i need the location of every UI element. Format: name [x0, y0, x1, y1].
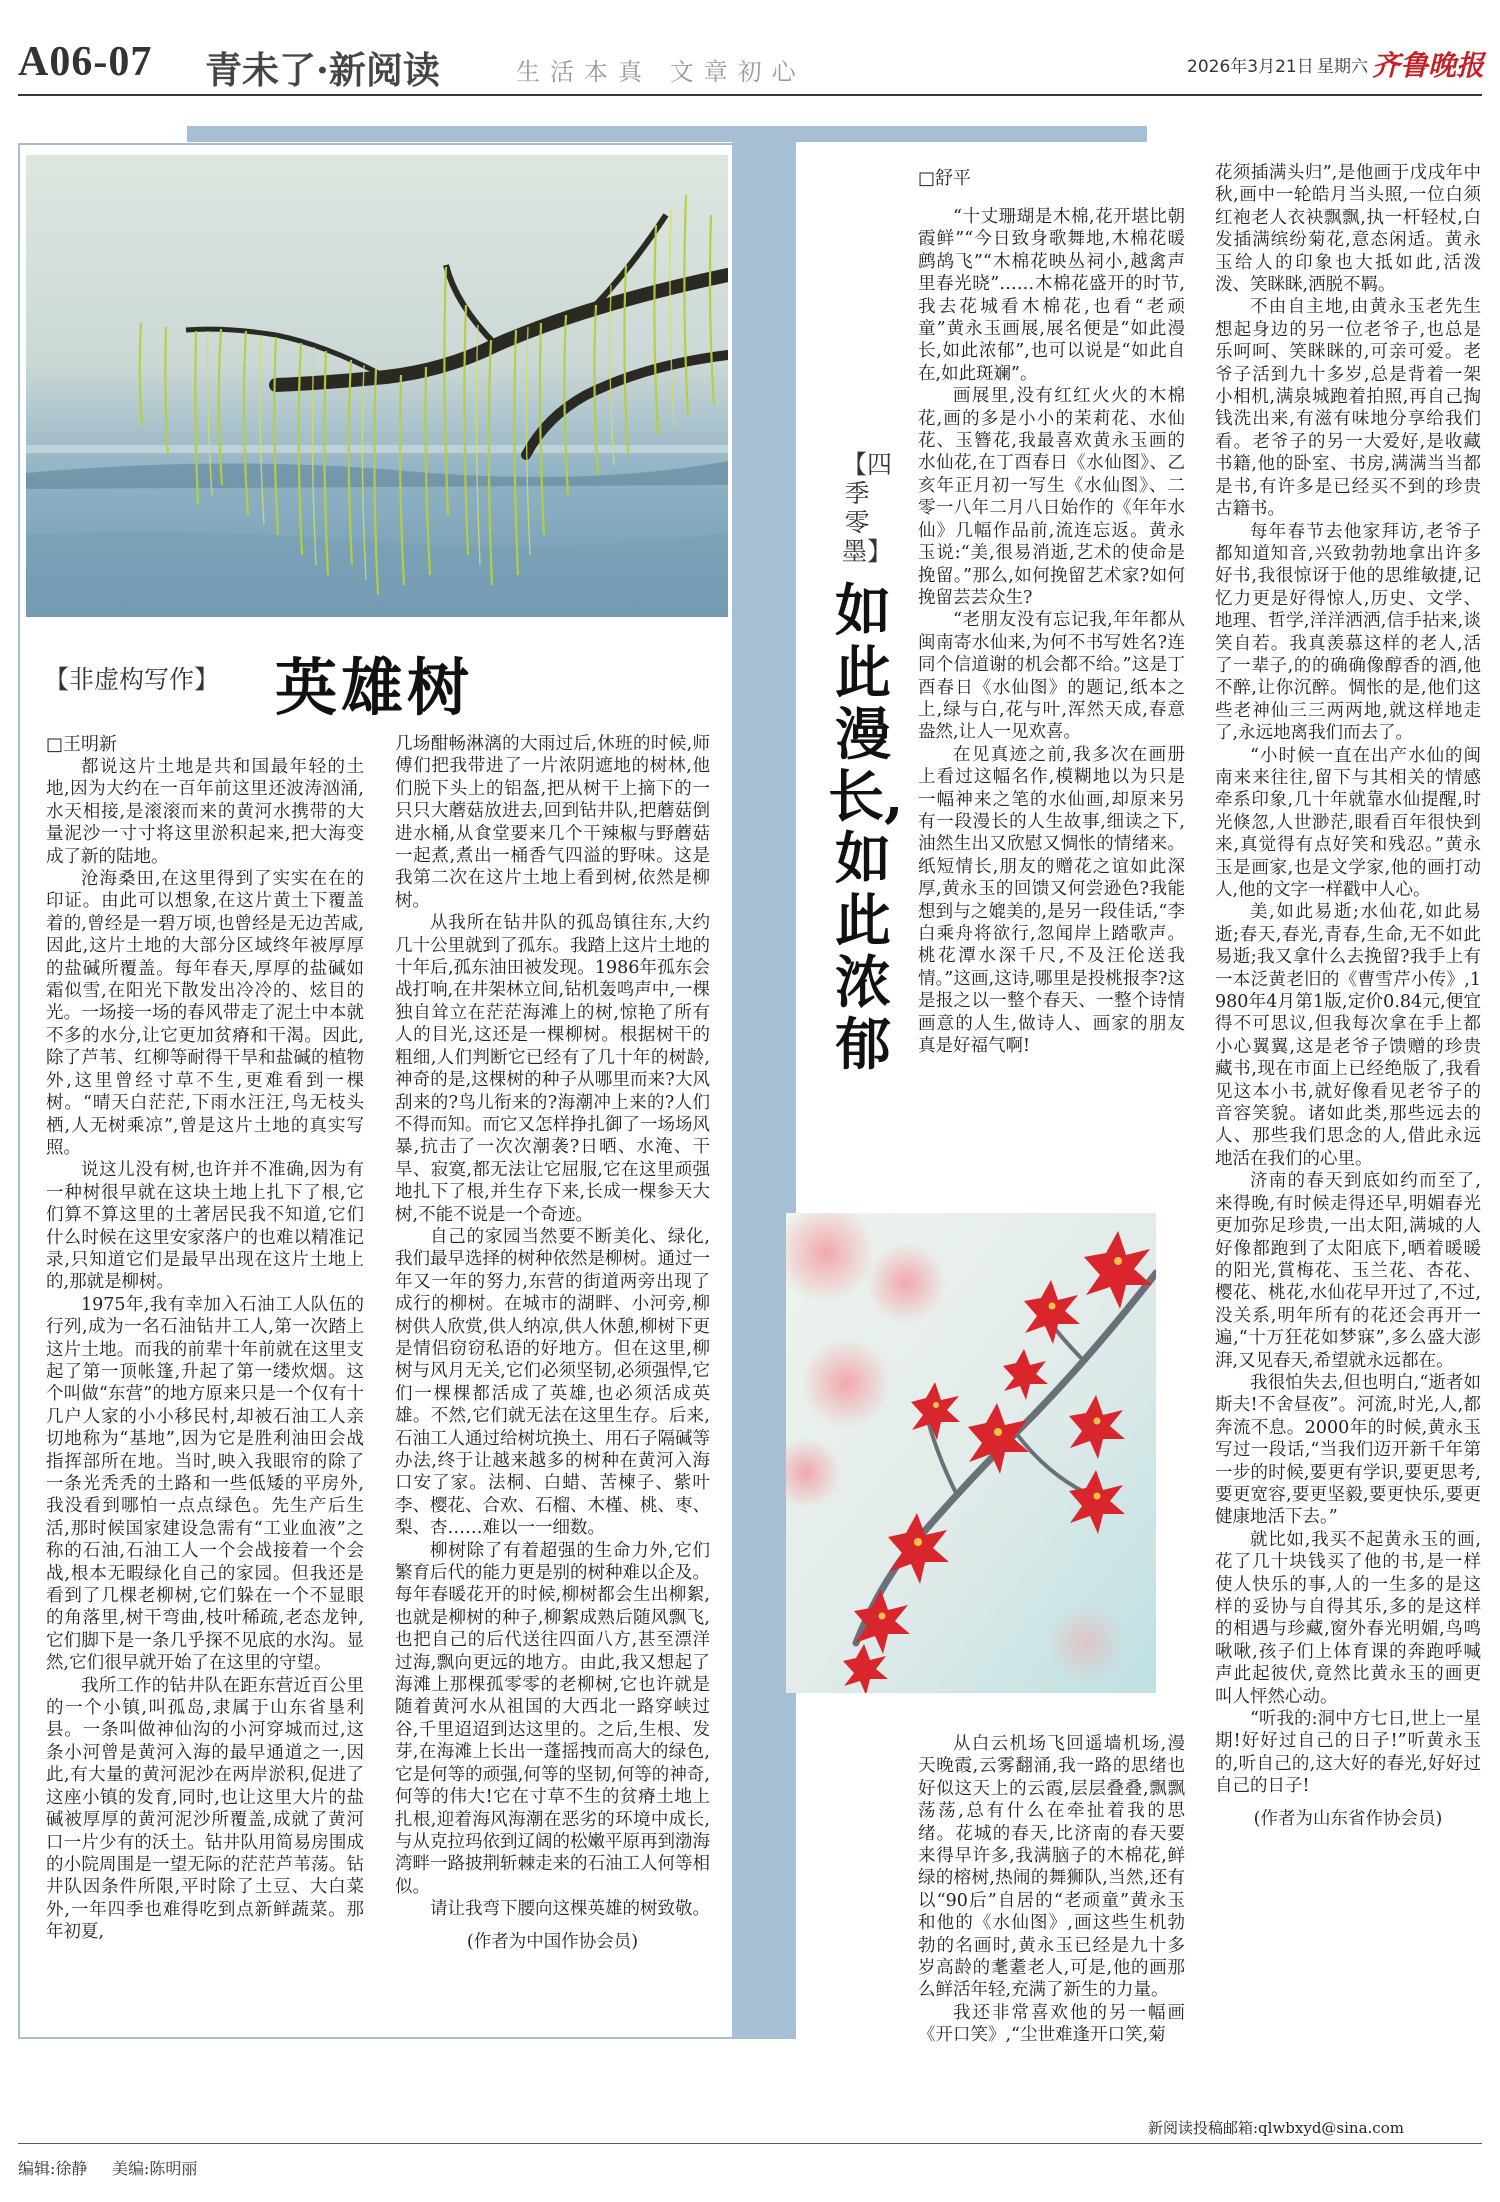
kapok-flower-photo: [786, 1213, 1156, 1693]
right-column-tag: 【四季零墨】: [842, 450, 893, 566]
paragraph: 花须插满头归”,是他画于戊戌年中秋,画中一轮皓月当头照,一位白须红袍老人衣袂飘飘,执一杆轻杖,白发插满缤纷菊花,意态闲适。黄永玉给人的印象也大抵如此,活泼泼、笑眯眯,洒脱不羁。: [1215, 163, 1481, 296]
paragraph: 美,如此易逝;水仙花,如此易逝;春天,春光,青春,生命,无不如此易逝;我又拿什么去挽留?我手上有一本泛黄老旧的《曹雪芹小传》,1980年4月第1版,定价0.84元,便宜得不可思议,但我每次拿在手上都小心翼翼,这是老爷子馈赠的珍贵藏书,现在市面上已经绝版了,我看见这本小书,就好像看见老爷子的音容笑貌。诸如此类,那些远去的人、那些我们思念的人,借此永远地活在我们的心里。: [1215, 902, 1481, 1169]
paragraph: 几场酣畅淋漓的大雨过后,休班的时候,师傅们把我带进了一片浓阴遮地的树林,他们脱下头上的铝盔,把从树干上摘下的一只只大蘑菇放进去,回到钻井队,把蘑菇倒进水桶,从食堂要来几个干辣椒与野蘑菇一起煮,煮出一桶香气四溢的野味。这是我第二次在这片土地上看到树,依然是柳树。: [395, 734, 710, 911]
left-article-column-1: [46, 756, 364, 2086]
right-article-column-3: [918, 1733, 1185, 2079]
left-article-title: 英雄树: [275, 651, 474, 724]
paragraph: “听我的:洞中方七日,世上一星期!好好过自己的日子!”听黄永玉的,听自己的,这大好的春光,好好过自己的日子!: [1215, 1709, 1481, 1797]
author-note: (作者为山东省作协会员): [1253, 1808, 1443, 1829]
editor-credit: 编辑:徐静: [18, 2159, 88, 2178]
paragraph: 画展里,没有红红火火的木棉花,画的多是小小的茉莉花、水仙花、玉簪花,我最喜欢黄永玉画的水仙花,在丁酉春日《水仙图》、乙亥年正月初一写生《水仙图》、二零一八年二月八日始作的《年年水仙》几幅作品前,流连忘返。黄永玉说:“美,很易消逝,艺术的使命是挽留。”那么,如何挽留艺术家?如何挽留芸芸众生?: [918, 386, 1185, 608]
designer-credit: 美编:陈明丽: [112, 2159, 198, 2178]
paragraph: 我还非常喜欢他的另一幅画《开口笑》,“尘世难逢开口笑,菊: [918, 2002, 1185, 2046]
paragraph: 从白云机场飞回遥墙机场,漫天晚霞,云雾翻涌,我一路的思绪也好似这天上的云霞,层层叠叠,飘飘荡荡,总有什么在牵扯着我的思绪。花城的春天,比济南的春天要来得早许多,我满脑子的木棉花,鲜绿的榕树,热闹的舞狮队,当然,还有以“90后”自居的“老顽童”黄永玉和他的《水仙图》,画这些生机勃勃的名画时,黄永玉已经是九十多岁高龄的耄耋老人,可是,他的画那么鲜活年轻,充满了新生的力量。: [918, 1734, 1185, 2001]
paragraph: 沧海桑田,在这里得到了实实在在的印证。由此可以想象,在这片黄土下覆盖着的,曾经是一碧万顷,也曾经是无边苦咸,因此,这片土地的大部分区域终年被厚厚的盐碱所覆盖。每年春天,厚厚的盐碱如霜似雪,在阳光下散发出冷冷的、炫目的光。一场接一场的春风带走了泥土中本就不多的水分,让它更加贫瘠和干渴。因此,除了芦苇、红柳等耐得干旱和盐碱的植物外,这里曾经寸草不生,更难看到一棵树。“晴天白茫茫,下雨水汪汪,鸟无枝头栖,人无树乘凉”,曾是这片土地的真实写照。: [46, 869, 364, 1158]
paragraph: 自己的家园当然要不断美化、绿化,我们最早选择的树种依然是柳树。通过一年又一年的努力,东营的街道两旁出现了成行的柳树。在城市的湖畔、小河旁,柳树供人欣赏,供人纳凉,供人休憩,柳树下更是情侣窃窃私语的好地方。但在这里,柳树与风月无关,它们必须坚韧,必须强悍,它们一棵棵都活成了英雄,也必须活成英雄。不然,它们就无法在这里生存。后来,石油工人通过给树坑换土、用石子隔碱等办法,终于让越来越多的树种在黄河入海口安了家。法桐、白蜡、苦楝子、紫叶李、樱花、合欢、石榴、木槿、桃、枣、梨、杏……难以一一细数。: [395, 1226, 710, 1539]
paragraph: “十丈珊瑚是木棉,花开堪比朝霞鲜”“今日致身歌舞地,木棉花暖鹧鸪飞”“木棉花映丛祠小,越禽声里春光晓”……木棉花盛开的时节,我去花城看木棉花,也看“老顽童”黄永玉画展,展名便是“如此漫长,如此浓郁”,也可以说是“如此自在,如此斑斓”。: [918, 207, 1185, 384]
paragraph: “老朋友没有忘记我,年年都从闽南寄水仙来,为何不书写姓名?连同个信道谢的机会都不给。”这是丁酉春日《水仙图》的题记,纸本之上,绿与白,花与叶,浑然天成,春意盎然,让人一见欢喜。: [918, 610, 1185, 743]
frame-center-bar: [738, 142, 796, 2039]
issue-date: 2026年3月21日: [1187, 57, 1314, 77]
right-article-title: 如此漫长,如此浓郁: [828, 578, 904, 1078]
header-divider: [18, 94, 1482, 96]
footer-divider: [18, 2143, 1482, 2144]
paragraph: 不由自主地,由黄永玉老先生想起身边的另一位老爷子,也总是乐呵呵、笑眯眯的,可亲可爱。老爷子活到九十多岁,总是背着一架小相机,满泉城跑着拍照,再自己掏钱洗出来,有滋有味地分享给我们看。老爷子的另一大爱好,是收藏书籍,他的卧室、书房,满满当当都是书,有许多是已经买不到的珍贵古籍书。: [1215, 297, 1481, 520]
paragraph: 在见真迹之前,我多次在画册上看过这幅名作,模糊地以为只是一幅神来之笔的水仙画,却原来另有一段漫长的人生故事,细读之下,油然生出又欣慰又惆怅的情绪来。纸短情长,朋友的赠花之谊如此深厚,黄永玉的回馈又何尝逊色?我能想到与之媲美的,是另一段佳话,“李白乘舟将欲行,忽闻岸上踏歌声。桃花潭水深千尺,不及汪伦送我情。”这画,这诗,哪里是投桃报李?这是报之以一整个春天、一整个诗情画意的人生,做诗人、画家的朋友真是好福气啊!: [918, 744, 1185, 1057]
left-article-author: □王明新: [46, 734, 118, 755]
author-note: (作者为中国作协会员): [466, 1931, 639, 1952]
paragraph: 说这儿没有树,也许并不准确,因为有一种树很早就在这块土地上扎下了根,它们算不算这里的土著居民我不知道,它们什么时候在这里安家落户的也难以精准记录,只知道它们是最早出现在这片土地上的,那就是柳树。: [46, 1160, 364, 1293]
section-title: 青未了·新阅读: [205, 48, 440, 92]
paragraph: 我很怕失去,但也明白,“逝者如斯夫!不舍昼夜”。河流,时光,人,都奔流不息。2000年的时候,黄永玉写过一段话,“当我们迈开新千年第一步的时候,要更有学识,要更思考,要更宽容,要更坚毅,要更快乐,要更健康地活下去。”: [1215, 1372, 1481, 1528]
willow-photo: [26, 155, 728, 617]
paragraph: 柳树除了有着超强的生命力外,它们繁育后代的能力更是别的树种难以企及。每年春暖花开的时候,柳树都会生出柳絮,也就是柳树的种子,柳絮成熟后随风飘飞,也把自己的后代送往四面八方,甚至漂洋过海,飘向更远的地方。由此,我又想起了海滩上那棵孤零零的老柳树,它也许就是随着黄河水从祖国的大西北一路穿峡过谷,千里迢迢到达这里的。之后,生根、发芽,在海滩上长出一蓬摇拽而高大的绿色,它是何等的顽强,何等的坚韧,何等的神奇,何等的伟大!它在寸草不生的贫瘠土地上扎根,迎着海风海潮在恶劣的环境中成长,与从克拉玛依到辽阔的松嫩平原再到渤海湾畔一路披荆斩棘走来的石油工人何等相似。: [395, 1540, 710, 1897]
left-article-column-2: [395, 733, 710, 2086]
right-article-author: □舒平: [918, 168, 972, 189]
paragraph: “小时候一直在出产水仙的闽南来来往往,留下与其相关的情感牵系印象,几十年就靠水仙提醒,时光倏忽,人世渺茫,眼看百年很快到来,真觉得有点好笑和残忍。”黄永玉是画家,也是文学家,他的画打动人,他的文字一样戳中人心。: [1215, 745, 1481, 900]
newspaper-logo: 齐鲁晚报: [1372, 49, 1485, 82]
right-article-column-1: [918, 206, 1185, 1251]
frame-top-bar: [187, 126, 1147, 142]
left-article-tag: 【非虚构写作】: [44, 665, 220, 694]
right-article-column-2: [1215, 162, 1481, 2079]
submission-email: 新阅读投稿邮箱:qlwbxyd@sina.com: [1148, 2119, 1404, 2137]
paragraph: 请让我弯下腰向这棵英雄的树致敬。: [430, 1899, 710, 1920]
paragraph: 就比如,我买不起黄永玉的画,花了几十块钱买了他的书,是一样使人快乐的事,人的一生多的是这样的妥协与自得其乐,多的是这样的相遇与珍藏,窗外春光明媚,鸟鸣啾啾,孩子们上体育课的奔跑呼喊声此起彼伏,竟然比黄永玉的画更叫人怦然心动。: [1215, 1529, 1481, 1707]
paragraph: 我所工作的钻井队在距东营近百公里的一个小镇,叫孤岛,隶属于山东省垦利县。一条叫做神仙沟的小河穿城而过,这条小河曾是黄河入海的最早通道之一,因此,有大量的黄河泥沙在两岸淤积,促进了这座小镇的发育,同时,也让这里大片的盐碱被厚厚的黄河泥沙所覆盖,成就了黄河口一片少有的沃土。钻井队用简易房围成的小院周围是一望无际的茫茫芦苇荡。钻井队因条件所限,平时除了土豆、大白菜外,一年四季也难得吃到点新鲜蔬菜。那年初夏,: [46, 1675, 364, 1943]
paragraph: 从我所在钻井队的孤岛镇往东,大约几十公里就到了孤东。我踏上这片土地的十年后,孤东油田被发现。1986年孤东会战打响,在井架林立间,钻机轰鸣声中,一棵独自耸立在茫茫海滩上的树,惊艳了所有人的目光,这还是一棵柳树。根据树干的粗细,人们判断它已经有了几十年的树龄,神奇的是,这棵树的种子从哪里而来?大风刮来的?鸟儿衔来的?海潮冲上来的?人们不得而知。而它又怎样挣扎御了一场场风暴,抗击了一次次潮袭?日晒、水淹、干旱、寂寞,都无法让它屈服,它在这里顽强地扎下了根,并生存下来,长成一棵参天大树,不能不说是一个奇迹。: [395, 913, 710, 1225]
issue-weekday: 星期六: [1317, 57, 1368, 77]
section-slogan: 生活本真 文章初心: [516, 58, 806, 86]
paragraph: 1975年,我有幸加入石油工人队伍的行列,成为一名石油钻井工人,第一次踏上这片土地。而我的前辈十年前就在这里支起了第一顶帐篷,升起了第一缕炊烟。这个叫做“东营”的地方原来只是一个仅有十几户人家的小小移民村,却被石油工人亲切地称为“基地”,因为它是胜利油田会战指挥部所在地。当时,映入我眼帘的除了一条光秃秃的土路和一些低矮的平房外,我没看到哪怕一点点绿色。先生产后生活,那时候国家建设急需有“工业血液”之称的石油,石油工人一个会战接着一个会战,根本无暇绿化自己的家园。但我还是看到了几棵老柳树,它们躲在一个不显眼的角落里,树干弯曲,枝叶稀疏,老态龙钟,它们脚下是一条几乎探不见底的水沟。显然,它们很早就开始了在这里的守望。: [46, 1294, 364, 1674]
page-number: A06-07: [18, 39, 153, 85]
paragraph: 每年春节去他家拜访,老爷子都知道知音,兴致勃勃地拿出许多好书,我很惊讶于他的思维敏捷,记忆力更是好得惊人,历史、文学、地理、哲学,洋洋洒洒,信手拈来,谈笑自若。我真羡慕这样的老人,活了一辈子,的的确确像醇香的酒,他不醉,让你沉醉。惆怅的是,他们这些老神仙三三两两地,就这样地走了,永远地离我们而去了。: [1215, 521, 1481, 744]
paragraph: 都说这片土地是共和国最年轻的土地,因为大约在一百年前这里还波涛汹涌,水天相接,是滚滚而来的黄河水携带的大量泥沙一寸寸将这里淤积起来,把大海变成了新的陆地。: [46, 757, 364, 867]
paragraph: 济南的春天到底如约而至了,来得晚,有时候走得还早,明媚春光更加弥足珍贵,一出太阳,满城的人好像都跑到了太阳底下,晒着暖暖的阳光,賞梅花、玉兰花、杏花、樱花、桃花,水仙花早开过了,不过,没关系,明年所有的花还会再开一遍,“十万狂花如梦寐”,多么盛大澎湃,又见春天,希望就永远都在。: [1215, 1171, 1481, 1371]
